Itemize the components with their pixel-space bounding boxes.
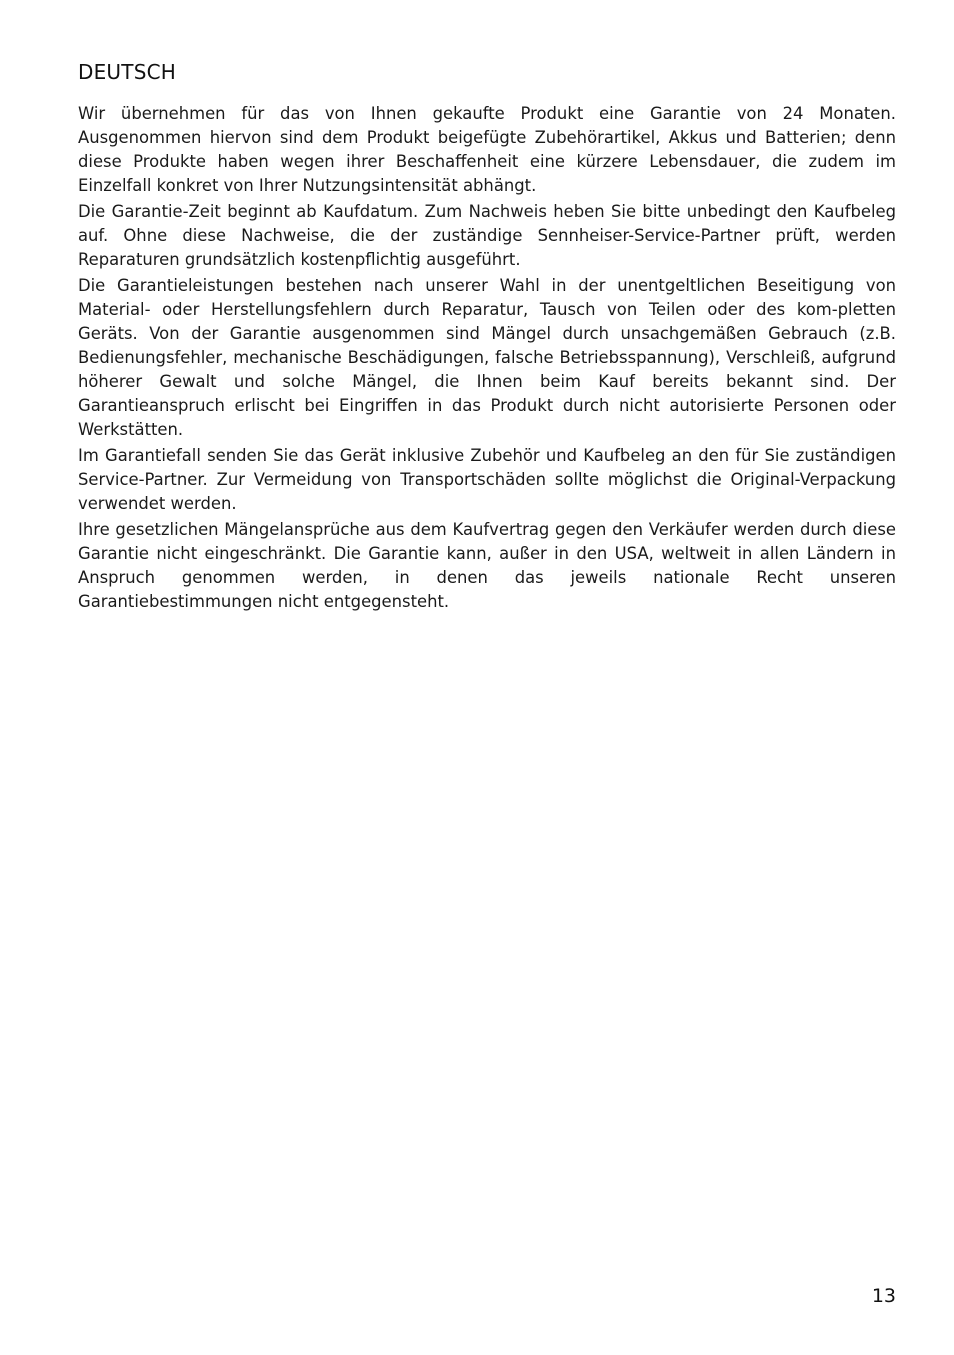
document-page (78, 58, 896, 616)
paragraph-warranty-services: Die Garantieleistungen bestehen nach unserer Wahl in der unentgeltlichen Beseitigung von Material- oder Herstellungsfehlern durch Reparatur, Tausch von Teilen oder des kom-pletten Geräts. Von der Garantie ausgenommen sind Mängel durch unsachgemäßen Gebrauch (z.B. Bedienungsfehler, mechanische Beschädigungen, falsche Betriebsspannung), Verschleiß, aufgrund höherer Gewalt und solche Mängel, die Ihnen beim Kauf bereits bekannt sind. Der Garantieanspruch erlischt bei Eingriffen in das Produkt durch nicht autorisierte Personen oder Werkstätten. (78, 276, 896, 439)
paragraph-warranty-period: Wir übernehmen für das von Ihnen gekaufte Produkt eine Garantie von 24 Monaten. Ausgenommen hiervon sind dem Produkt beigefügte Zubehörartikel, Akkus und Batterien; denn diese Produkte haben wegen ihrer Beschaffenheit eine kürzere Lebensdauer, die zudem im Einzelfall konkret von Ihrer Nutzungsintensität abhängt. (78, 104, 896, 195)
section-heading: DEUTSCH (78, 60, 176, 84)
page-number: 13 (871, 1285, 896, 1307)
paragraph-legal-rights: Ihre gesetzlichen Mängelansprüche aus dem Kaufvertrag gegen den Verkäufer werden durch diese Garantie nicht eingeschränkt. Die Garantie kann, außer in den USA, weltweit in allen Ländern in Anspruch genommen werden, in denen das jeweils nationale Recht unseren Garantiebestimmungen nicht entgegensteht. (78, 520, 896, 611)
paragraph-warranty-claim: Im Garantiefall senden Sie das Gerät inklusive Zubehör und Kaufbeleg an den für Sie zuständigen Service-Partner. Zur Vermeidung von Transportschäden sollte möglichst die Original-Verpackung verwendet werden. (78, 446, 896, 513)
paragraph-warranty-start: Die Garantie-Zeit beginnt ab Kaufdatum. Zum Nachweis heben Sie bitte unbedingt den Kaufbeleg auf. Ohne diese Nachweise, die der zuständige Sennheiser-Service-Partner prüft, werden Reparaturen grundsätzlich kostenpflichtig ausgeführt. (78, 202, 896, 269)
